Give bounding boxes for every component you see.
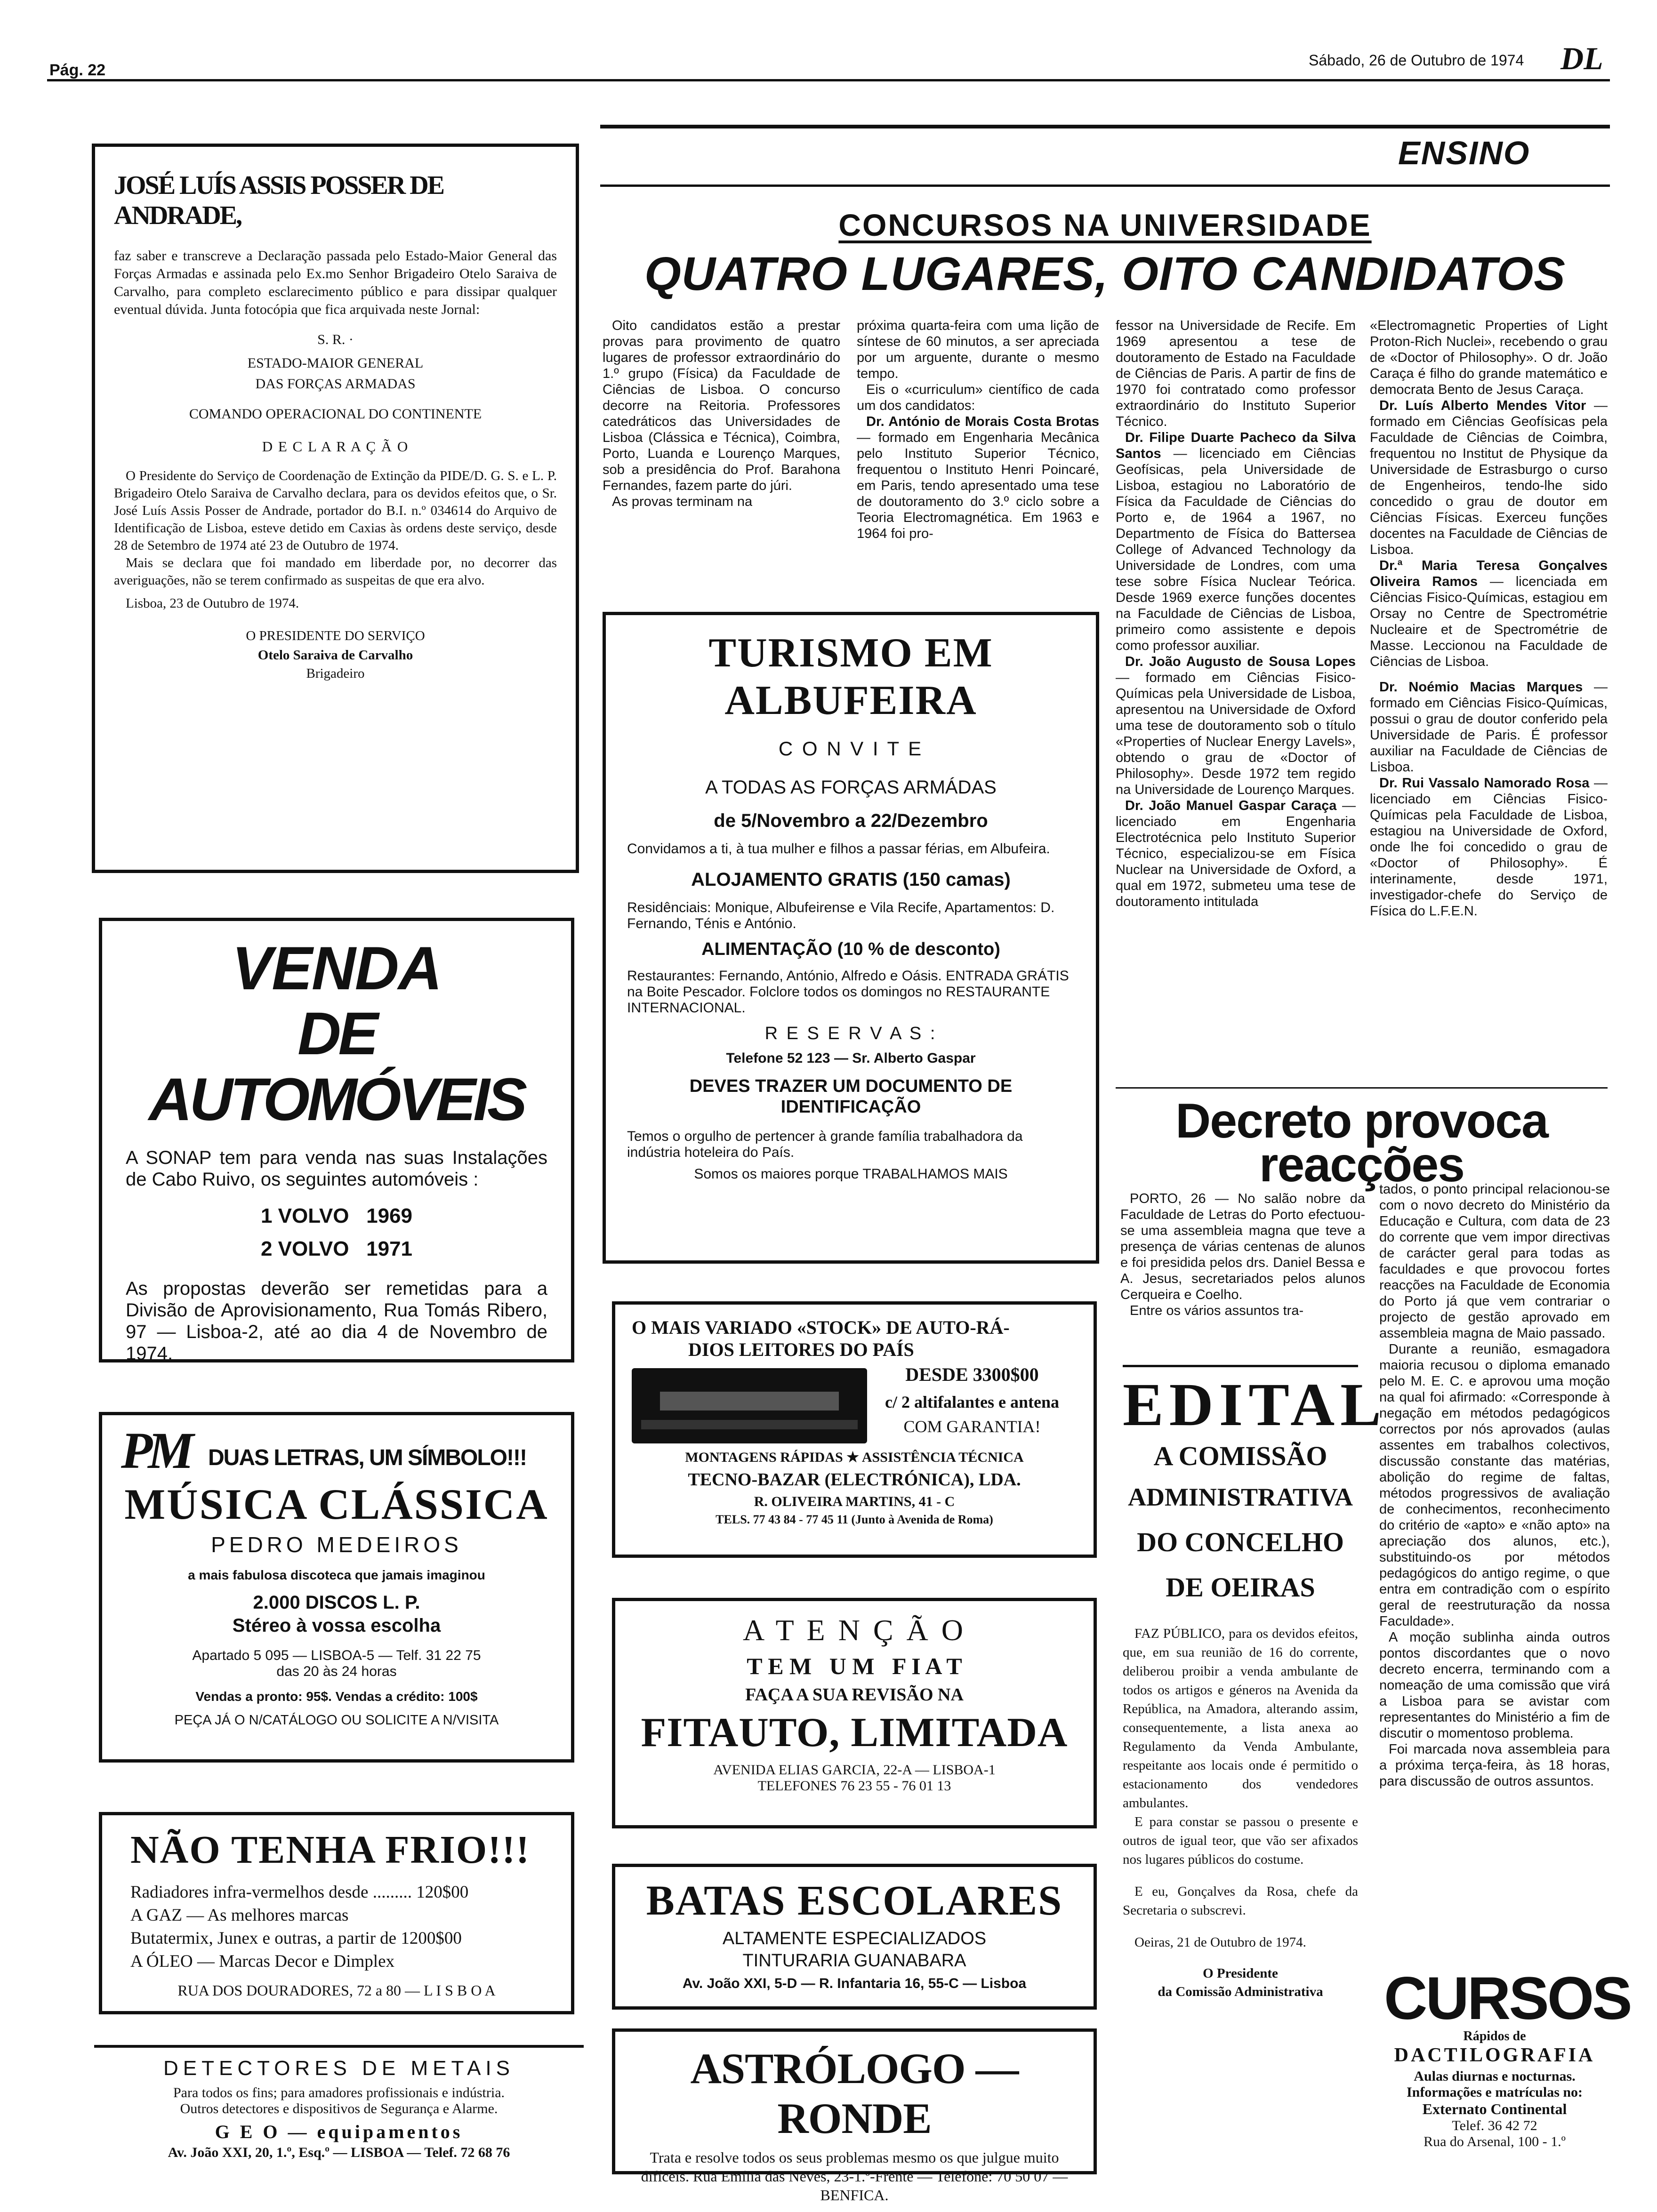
turismo-line10: DEVES TRAZER UM DOCUMENTO DE IDENTIFICAÇÃO	[689, 1076, 1013, 1117]
astrologo-title: ASTRÓLOGO — RONDE	[690, 2044, 1019, 2142]
batas-line2: TINTURARIA GUANABARA	[742, 1951, 966, 1971]
detectores-line1: Para todos os fins; para amadores profissionais e indústria.	[173, 2085, 505, 2100]
cursos-line5: Externato Continental	[1422, 2100, 1567, 2117]
ensino-column-4	[1370, 318, 1608, 1082]
musica-line5: das 20 às 24 horas	[276, 1664, 397, 1679]
turismo-convite: C O N V I T E	[778, 737, 924, 760]
ensino-column-2	[857, 318, 1099, 577]
andrade-emgfa1: ESTADO-MAIOR GENERAL	[247, 355, 424, 371]
autoradio-line2: DIOS LEITORES DO PAÍS	[688, 1339, 914, 1360]
autoradio-line6: MONTAGENS RÁPIDAS ★ ASSISTÊNCIA TÉCNICA	[685, 1450, 1024, 1465]
fiat-line4: FITAUTO, LIMITADA	[641, 1710, 1068, 1755]
edital-line2: ADMINISTRATIVA	[1127, 1483, 1353, 1511]
edital-body1: FAZ PÚBLICO, para os devidos efeitos, que, em sua reunião de 16 do corrente, deliberou proibir a venda ambulante de todos os artigos e géneros na Avenida da República, na Amadora, alterando assim, consequentemente, a lista anexa ao Regulamento da Venda Ambulante, respeitante aos locais onde é permitido o estacionamento dos vendedores ambulantes.	[1123, 1626, 1358, 1811]
ensino-c4c: — licenciada em Ciências Fisico-Químicas, estagiou em Orsay no Centre de Spectrométrie Nucleaire et de Spectrométrie de Masse. Leccionou na Faculdade de Ciências de Lisboa.	[1370, 574, 1608, 669]
header-rule	[47, 79, 1610, 81]
cursos-line3: Aulas diurnas e nocturnas.	[1414, 2068, 1576, 2084]
decreto-b: Entre os vários assuntos tra-	[1130, 1303, 1304, 1318]
turismo-line8: R E S E R V A S :	[764, 1024, 937, 1043]
andrade-sig1: O PRESIDENTE DO SERVIÇO	[246, 628, 425, 643]
frio-line2: A GAZ — As melhores marcas	[130, 1906, 349, 1925]
ensino-c2c: — formado em Engenharia Mecânica pelo Instituto Superior Técnico, frequentou o Instituto Henri Poincaré, em Paris, tendo apresentado uma tese de doutoramento do 3.º ciclo sobre a Teoria Electromagnética. Em 1963 e 1964 foi pro-	[857, 430, 1099, 541]
andrade-title: JOSÉ LUÍS ASSIS POSSER DE ANDRADE,	[114, 171, 444, 230]
venda-car-1: 1 VOLVO 1969	[260, 1204, 412, 1227]
turismo-line1: A TODAS AS FORÇAS ARMÁDAS	[705, 777, 997, 798]
andrade-sig2: Otelo Saraiva de Carvalho	[257, 648, 413, 663]
andrade-sig3: Brigadeiro	[306, 666, 365, 681]
pm-monogram: PM	[121, 1422, 189, 1479]
decreto-column-1	[1120, 1191, 1365, 1360]
batas-escolares-ad	[612, 1864, 1097, 2010]
musica-line4: Apartado 5 095 — LISBOA-5 — Telf. 31 22 75	[192, 1648, 481, 1663]
ensino-column-3	[1116, 318, 1356, 1082]
frio-line4: A ÓLEO — Marcas Decor e Dimplex	[130, 1952, 394, 1971]
cursos-line7: Rua do Arsenal, 100 - 1.º	[1424, 2134, 1566, 2149]
ensino-c3a: fessor na Universidade de Recife. Em 1969 apresentou a tese de doutoramento de Estado na Faculdade de Ciências de Paris. A partir de fins de 1970 foi contratado como professor extraordinário do Instituto Superior Técnico.	[1116, 318, 1356, 429]
cursos-ad	[1384, 1965, 1631, 2150]
decreto-c: tados, o ponto principal relacionou-se com o novo decreto do Ministério da Educação e Cultura, com data de 23 do corrente que vem impor directivas de carácter geral para todas as faculdades e que provocou fortes reacções na Faculdade de Economia do Porto já que vem contrariar o projecto de gestão aprovado em assembleia magna de Maio passado.	[1379, 1182, 1610, 1341]
page-date: Sábado, 26 de Outubro de 1974	[1309, 52, 1524, 69]
autoradio-line7: TECNO-BAZAR (ELECTRÓNICA), LDA.	[688, 1470, 1021, 1490]
ensino-c4d-name: Dr. Noémio Macias Marques	[1379, 680, 1583, 695]
venda-title-2: DE AUTOMÓVEIS	[148, 1000, 525, 1133]
musica-line3: Stéreo à vossa escolha	[232, 1615, 441, 1636]
decreto-d: Durante a reunião, esmagadora maioria recusou o diploma emanado pelo M. E. C. e aprovou uma moção na qual foi afirmado: «Corresponde à negação em métodos pedagógicos correctos por nós aprovados (aulas assentes em trabalhos colectivos, discussão constante das matérias, abolição do regime de faltas, métodos progressivos de avaliação de conhecimentos, reconhecimento do critério de «apto» e «não apto» na apreciação dos alunos, etc.), substituindo-os por métodos pedagógicos do antigo regime, o que entra em contradição com o espírito geral de reestruturação da nossa Faculdade».	[1379, 1342, 1610, 1629]
cursos-line1: Rápidos de	[1463, 2029, 1526, 2044]
detectores-line2: Outros detectores e dispositivos de Segurança e Alarme.	[180, 2101, 498, 2116]
andrade-body1: O Presidente do Serviço de Coordenação de Extinção da PIDE/D. G. S. e L. P. Brigadeiro Otelo Saraiva de Carvalho declara, para os devidos efeitos que, o Sr. José Luís Assis Posser de Andrade, portador do B.I. n.º 034614 do Arquivo de Identificação de Lisboa, esteve detido em Caxias às ordens deste serviço, desde 28 de Setembro de 1974 até 23 de Outubro de 1974.	[114, 468, 557, 553]
batas-line3: Av. João XXI, 5-D — R. Infantaria 16, 55-C — Lisboa	[682, 1976, 1027, 1991]
turismo-line4: ALOJAMENTO GRATIS (150 camas)	[691, 869, 1011, 890]
decreto-headline-2: reacções	[1259, 1138, 1464, 1192]
batas-title: BATAS ESCOLARES	[646, 1877, 1063, 1924]
turismo-line7: Restaurantes: Fernando, António, Alfredo e Oásis. ENTRADA GRÁTIS na Boite Pescador. Folclore todos os domingos no RESTAURANTE INTERNACIONAL.	[627, 968, 1069, 1016]
ensino-kicker: CONCURSOS NA UNIVERSIDADE	[838, 208, 1372, 242]
edital-notice	[1123, 1365, 1387, 2000]
ensino-c4e: — licenciado em Ciências Fisico-Químicas pela Faculdade de Lisboa, estagiou na Universidade de Oxford, onde lhe foi concedido o grau de «Doctor of Philosophy». É interinamente, desde 1971, investigador-chefe do Serviço de Física do L.F.E.N.	[1370, 776, 1608, 919]
ensino-c3d: — licenciado em Engenharia Electrotécnica pelo Instituto Superior Técnico, especializou-se em Física Nuclear na Universidade de Oxford, a qual em 1972, submeteu uma tese de doutoramento intitulada	[1116, 798, 1356, 909]
ensino-c1: Oito candidatos estão a prestar provas para provimento de quatro lugares de professor extraordinário do 1.º grupo (Física) da Faculdade de Ciências de Lisboa. O concurso decorre na Reitoria. Professores catedráticos das Universidades de Lisboa (Clássica e Técnica), Coimbra, Porto, Luanda e Lourenço Marques, sob a presidência do Prof. Barahona Fernandes, fazem parte do júri.	[603, 318, 840, 493]
andrade-sr: S. R. ·	[317, 332, 354, 347]
ensino-c3b: — licenciado em Ciências Geofísicas, pela Universidade de Lisboa, estagiou no Laboratório de Física da Faculdade de Ciências do Porto e, de 1964 a 1967, no Departmento de Física do Battersea College of Advanced Technology da Universidade de Londres, com uma tese sobre Física Nuclear Teórica. Desde 1969 exerce funções docentes na Faculdade de Ciências de Lisboa, primeiro como assistente e depois como professor auxiliar.	[1116, 446, 1356, 653]
ensino-c1b: As provas terminam na	[612, 494, 753, 509]
autoradio-line1: O MAIS VARIADO «STOCK» DE AUTO-RÁ-	[632, 1317, 1010, 1338]
venda-automoveis-ad	[99, 918, 574, 1362]
autoradio-line5: COM GARANTIA!	[903, 1417, 1041, 1436]
venda-title-1: VENDA	[232, 934, 442, 1002]
detectores-top-rule	[94, 2045, 584, 2048]
fiat-line5: AVENIDA ELIAS GARCIA, 22-A — LISBOA-1	[713, 1762, 996, 1778]
turismo-line2: de 5/Novembro a 22/Dezembro	[714, 810, 988, 831]
musica-slogan: DUAS LETRAS, UM SÍMBOLO!!!	[208, 1445, 526, 1470]
andrade-intro: faz saber e transcreve a Declaração passada pelo Estado-Maior General das Forças Armadas e assinada pelo Ex.mo Senhor Brigadeiro Otelo Saraiva de Carvalho, para completo esclarecimento público e para dissipar qualquer eventual dúvida. Junta fotocópia que fica arquivada neste Jornal:	[114, 248, 557, 317]
edital-line1: A COMISSÃO	[1153, 1441, 1327, 1471]
andrade-declaration-box	[92, 144, 579, 873]
frio-line5: RUA DOS DOURADORES, 72 a 80 — L I S B O A	[177, 1982, 496, 1999]
ensino-c3c: — formado em Ciências Fisico-Químicas pela Universidade de Lisboa, apresentou na Universidade de Oxford uma tese de doutoramento sob o título «Properties of Nuclear Energy Lavels», obtendo o grau de «Doctor of Philosophy». Desde 1972 tem regido na Universidade de Lourenço Marques.	[1116, 670, 1356, 797]
ensino-c3b-name: Dr. Filipe Duarte Pacheco da Silva Santos	[1116, 430, 1356, 461]
decreto-headline-1: Decreto provoca	[1175, 1094, 1548, 1148]
cursos-title: CURSOS	[1384, 1965, 1631, 2032]
edital-body3: E eu, Gonçalves da Rosa, chefe da Secretaria o subscrevi.	[1123, 1884, 1358, 1918]
andrade-body2: Mais se declara que foi mandado em liberdade por, no decorrer das averiguações, não se terem confirmado as suspeitas de que era alvo.	[114, 555, 557, 588]
ensino-c3d-name: Dr. João Manuel Gaspar Caraça	[1125, 798, 1337, 813]
autoradio-line8: R. OLIVEIRA MARTINS, 41 - C	[754, 1494, 955, 1509]
edital-line4: DE OEIRAS	[1166, 1572, 1315, 1603]
astrologo-line1: Trata e resolve todos os seus problemas mesmo os que julgue muito difíceis. Rua Emília das Neves, 23-1.º-Frente — Telefone: 70 50 07 — BENFICA.	[641, 2149, 1068, 2204]
page-number: Pág. 22	[49, 61, 106, 79]
ensino-c2c-name: Dr. António de Morais Costa Brotas	[866, 414, 1099, 429]
newspaper-logo: DL	[1560, 40, 1603, 76]
batas-line1: ALTAMENTE ESPECIALIZADOS	[722, 1929, 987, 1948]
decreto-f: Foi marcada nova assembleia para a próxima terça-feira, às 18 horas, para discussão de outros assuntos.	[1379, 1742, 1610, 1789]
andrade-emgfa2: DAS FORÇAS ARMADAS	[255, 376, 416, 392]
cursos-line6: Telef. 36 42 72	[1452, 2118, 1537, 2133]
edital-sig1: O Presidente	[1203, 1966, 1278, 1981]
nao-tenha-frio-ad	[99, 1812, 574, 2014]
turismo-line9: Telefone 52 123 — Sr. Alberto Gaspar	[726, 1050, 976, 1066]
venda-intro: A SONAP tem para venda nas suas Instalações de Cabo Ruivo, os seguintes automóveis :	[126, 1147, 547, 1190]
ensino-c4b-name: Dr. Luís Alberto Mendes Vitor	[1379, 398, 1586, 413]
cursos-line2: DACTILOGRAFIA	[1394, 2044, 1595, 2066]
edital-body4: Oeiras, 21 de Outubro de 1974.	[1134, 1935, 1306, 1950]
cursos-line4: Informações e matrículas no:	[1406, 2084, 1583, 2100]
musica-classica-ad	[99, 1412, 574, 1763]
ensino-section-label: ENSINO	[1398, 135, 1530, 171]
autoradio-line3: DESDE 3300$00	[905, 1364, 1039, 1385]
ensino-c4b: — formado em Ciências Geofísicas pela Faculdade de Ciências de Coimbra, frequentou no Institut de Physique da Universidade de Estrasburgo o curso de Engenheiros, tendo-lhe sido concedido o grau de doutor em Ciências Físicas. Exerceu funções docentes na Faculdade de Ciências de Lisboa.	[1370, 398, 1608, 557]
turismo-albufeira-ad	[603, 612, 1099, 1264]
ensino-top-rule	[600, 125, 1610, 128]
turismo-title: TURISMO EM ALBUFEIRA	[708, 630, 993, 723]
ensino-bottom-rule	[1116, 1087, 1608, 1089]
turismo-line3: Convidamos a ti, à tua mulher e filhos a passar férias, em Albufeira.	[627, 841, 1050, 857]
andrade-place: Lisboa, 23 de Outubro de 1974.	[126, 596, 299, 611]
detectores-line3: G E O — equipamentos	[215, 2121, 463, 2142]
detectores-ad	[94, 2057, 584, 2161]
astrologo-ronde-ad	[612, 2028, 1097, 2204]
musica-line7: PEÇA JÁ O N/CATÁLOGO OU SOLICITE A N/VISITA	[174, 1713, 499, 1728]
fiat-line1: A T E N Ç Ã O	[743, 1613, 966, 1647]
turismo-line6: ALIMENTAÇÃO (10 % de desconto)	[701, 939, 1000, 959]
ensino-column-1	[603, 318, 840, 577]
musica-name: PEDRO MEDEIROS	[211, 1532, 462, 1557]
frio-line3: Butatermix, Junex e outras, a partir de 1200$00	[130, 1929, 462, 1948]
musica-line1: a mais fabulosa discoteca que jamais imaginou	[188, 1568, 485, 1582]
edital-title: EDITAL	[1123, 1371, 1387, 1439]
musica-title: MÚSICA CLÁSSICA	[124, 1480, 549, 1528]
turismo-line5: Residênciais: Monique, Albufeirense e Vila Recife, Apartamentos: D. Fernando, Ténis e António.	[627, 900, 1055, 931]
andrade-declaracao: D E C L A R A Ç Ã O	[262, 438, 409, 455]
ensino-c2a: próxima quarta-feira com uma lição de síntese de 60 minutos, a ser apreciada por um arguente, durante o mesmo tempo.	[857, 318, 1099, 381]
fitauto-ad	[612, 1598, 1097, 1828]
autoradio-line9: TELS. 77 43 84 - 77 45 11 (Junto à Avenida de Roma)	[716, 1513, 993, 1526]
ensino-c4c-name: Dr.ª Maria Teresa Gonçalves Oliveira Ramos	[1370, 558, 1608, 589]
detectores-title: DETECTORES DE METAIS	[163, 2057, 515, 2080]
ensino-c4e-name: Dr. Rui Vassalo Namorado Rosa	[1379, 776, 1590, 791]
turismo-line12: Somos os maiores porque TRABALHAMOS MAIS	[694, 1166, 1008, 1182]
decreto-a: PORTO, 26 — No salão nobre da Faculdade de Letras do Porto efectuou-se uma assembleia magna que teve a presença de várias centenas de alunos e foi presidida pelos drs. Daniel Bessa e A. Jesus, secretariados pelos alunos Cerqueira e Coelho.	[1120, 1191, 1365, 1302]
turismo-line11: Temos o orgulho de pertencer à grande família trabalhadora da indústria hoteleira do País.	[627, 1129, 1023, 1160]
edital-line3: DO CONCELHO	[1137, 1527, 1344, 1557]
ensino-c2b: Eis o «curriculum» científico de cada um dos candidatos:	[857, 382, 1099, 413]
ensino-c4a: «Electromagnetic Properties of Light Proton-Rich Nuclei», recebendo o grau de «Doctor of Philosophy». O dr. João Caraça é filho do grande matemático e democrata Bento de Jesus Caraça.	[1370, 318, 1608, 397]
auto-radios-ad	[612, 1301, 1097, 1558]
venda-body: As propostas deverão ser remetidas para a Divisão de Aprovisionamento, Rua Tomás Ribero, 97 — Lisboa-2, até ao dia 4 de Novembro de 1974.	[126, 1278, 547, 1364]
fiat-line2: T E M U M F I A T	[747, 1653, 962, 1679]
edital-body2: E para constar se passou o presente e outros de igual teor, que vão ser afixados nos lugares públicos do costume.	[1123, 1814, 1358, 1867]
ensino-mid-rule	[600, 184, 1610, 187]
andrade-copcon: COMANDO OPERACIONAL DO CONTINENTE	[189, 406, 482, 422]
fiat-line6: TELEFONES 76 23 55 - 76 01 13	[757, 1778, 951, 1794]
edital-top-rule	[1123, 1365, 1358, 1367]
decreto-column-2	[1379, 1181, 1610, 1967]
frio-title: NÃO TENHA FRIO!!!	[130, 1828, 531, 1872]
frio-line1: Radiadores infra-vermelhos desde ......... 120$00	[130, 1883, 469, 1902]
detectores-line4: Av. João XXI, 20, 1.º, Esq.º — LISBOA — Telef. 72 68 76	[168, 2145, 510, 2160]
edital-sig2: da Comissão Administrativa	[1158, 1984, 1323, 1999]
venda-car-2: 2 VOLVO 1971	[260, 1237, 412, 1260]
decreto-e: A moção sublinha ainda outros pontos discordantes que o novo decreto encerra, terminando com a nomeação de uma comissão que virá a Lisboa para se avistar com representantes do Ministério a fim de discutir o momentoso problema.	[1379, 1630, 1610, 1741]
musica-line2: 2.000 DISCOS L. P.	[253, 1592, 420, 1613]
autoradio-line4: c/ 2 altifalantes e antena	[885, 1393, 1059, 1411]
car-radio-image	[632, 1368, 867, 1443]
fiat-line3: FAÇA A SUA REVISÃO NA	[745, 1685, 964, 1705]
ensino-headline: QUATRO LUGARES, OITO CANDIDATOS	[644, 248, 1566, 300]
ensino-c3c-name: Dr. João Augusto de Sousa Lopes	[1125, 654, 1356, 669]
ensino-c4d: — formado em Ciências Fisico-Químicas, possui o grau de doutor conferido pela Universidade de Paris. É professor auxiliar na Faculdade de Ciências de Lisboa.	[1370, 680, 1608, 775]
musica-line6: Vendas a pronto: 95$. Vendas a crédito: 100$	[195, 1689, 478, 1704]
